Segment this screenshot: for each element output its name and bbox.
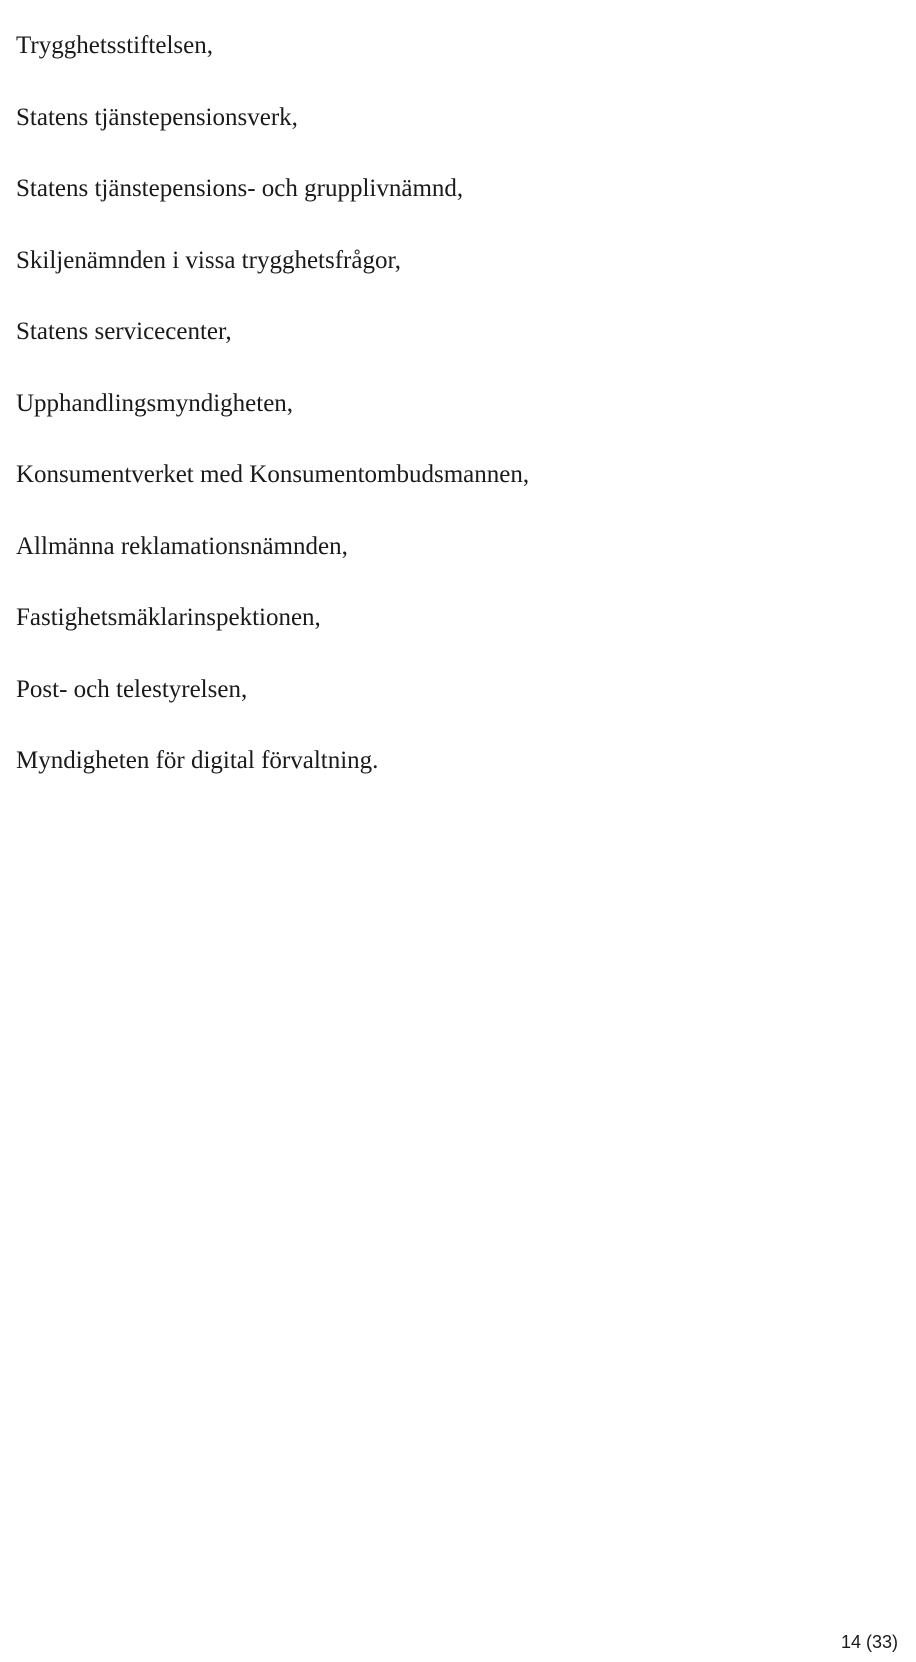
list-item: Post- och telestyrelsen,: [16, 675, 248, 703]
list-item: Konsumentverket med Konsumentombudsmannen,: [16, 461, 530, 488]
list-item: Statens tjänstepensions- och grupplivnämnd,: [16, 175, 464, 202]
list-item: Allmänna reklamationsnämnden,: [16, 532, 348, 560]
list-item: Statens servicecenter,: [16, 318, 232, 345]
list-item: Myndigheten för digital förvaltning.: [16, 747, 379, 774]
authority-list: [16, 28, 529, 815]
page-number: 14 (33): [840, 1632, 898, 1652]
list-item: Statens tjänstepensionsverk,: [16, 103, 298, 131]
list-item: Fastighetsmäklarinspektionen,: [16, 604, 321, 631]
list-item: Skiljenämnden i vissa trygghetsfrågor,: [16, 246, 402, 274]
list-item: Trygghetsstiftelsen,: [16, 32, 213, 59]
list-item: Upphandlingsmyndigheten,: [16, 389, 294, 417]
